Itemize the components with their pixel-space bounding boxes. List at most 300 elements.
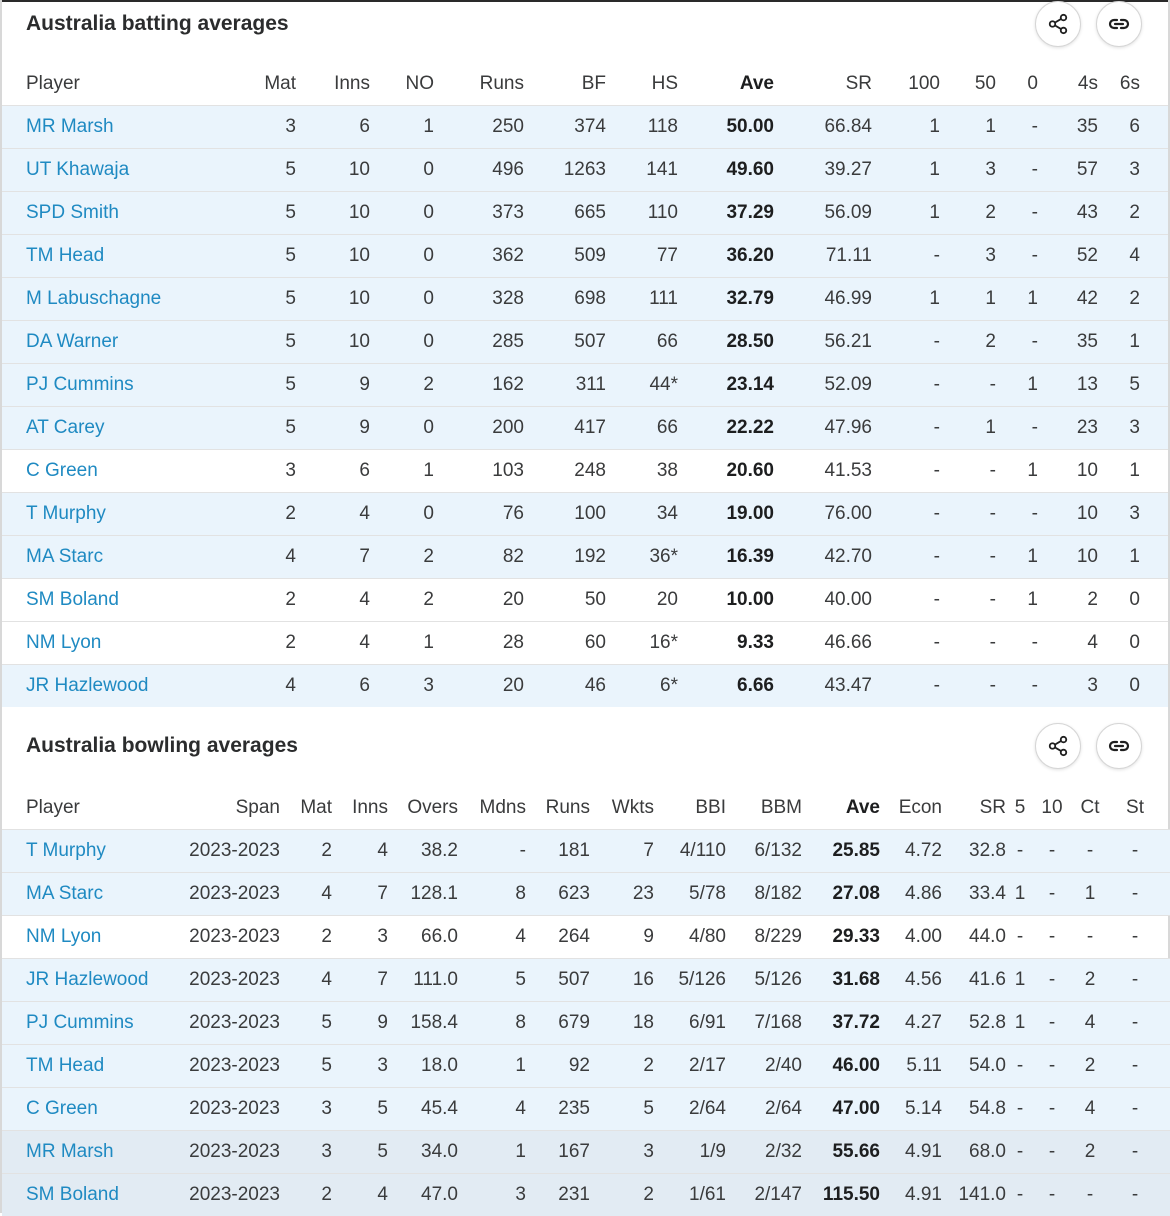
- bowling-cell-5: -: [1006, 1088, 1034, 1131]
- batting-table-row: [2, 192, 1168, 235]
- batting-col-header-bf[interactable]: BF: [524, 63, 606, 106]
- player-link[interactable]: MA Starc: [2, 873, 162, 916]
- bowling-cell-span: 2023-2023: [162, 959, 280, 1002]
- batting-cell-sr: 56.09: [774, 192, 872, 235]
- bowling-col-header-sr[interactable]: SR: [942, 787, 1006, 830]
- bowling-cell-mat: 4: [280, 873, 332, 916]
- player-link[interactable]: PJ Cummins: [2, 364, 232, 407]
- bowling-cell-runs: 264: [526, 916, 590, 959]
- batting-cell-ave: 23.14: [678, 364, 774, 407]
- batting-table-row: [2, 278, 1168, 321]
- batting-cell-bf: 50: [524, 579, 606, 622]
- bowling-cell-bbi: 1/61: [654, 1174, 726, 1216]
- batting-cell-ave: 10.00: [678, 579, 774, 622]
- batting-cell-mat: 4: [232, 665, 296, 708]
- batting-table-row: [2, 364, 1168, 407]
- bowling-cell-bbm: 6/132: [726, 830, 802, 873]
- batting-col-header-0[interactable]: 0: [996, 63, 1038, 106]
- bowling-cell-overs: 47.0: [388, 1174, 458, 1216]
- batting-cell-inns: 4: [296, 493, 370, 536]
- bowling-col-header-runs[interactable]: Runs: [526, 787, 590, 830]
- player-link[interactable]: SPD Smith: [2, 192, 232, 235]
- bowling-cell-span: 2023-2023: [162, 1002, 280, 1045]
- player-link[interactable]: MA Starc: [2, 536, 232, 579]
- bowling-cell-wkts: 9: [590, 916, 654, 959]
- bowling-col-header-wkts[interactable]: Wkts: [590, 787, 654, 830]
- bowling-cell-bbi: 5/126: [654, 959, 726, 1002]
- batting-cell-hs: 111: [606, 278, 678, 321]
- batting-col-header-ave[interactable]: Ave: [678, 63, 774, 106]
- batting-cell-inns: 10: [296, 278, 370, 321]
- player-link[interactable]: DA Warner: [2, 321, 232, 364]
- bowling-cell-mdns: 3: [458, 1174, 526, 1216]
- player-link[interactable]: TM Head: [2, 235, 232, 278]
- bowling-cell-wkts: 5: [590, 1088, 654, 1131]
- bowling-col-header-10[interactable]: 10: [1034, 787, 1070, 830]
- bowling-cell-5: -: [1006, 830, 1034, 873]
- bowling-cell-span: 2023-2023: [162, 1088, 280, 1131]
- batting-cell-50: -: [940, 450, 996, 493]
- player-link[interactable]: JR Hazlewood: [2, 959, 162, 1002]
- bowling-cell-overs: 66.0: [388, 916, 458, 959]
- batting-cell-hs: 77: [606, 235, 678, 278]
- batting-cell-runs: 76: [434, 493, 524, 536]
- bowling-cell-mat: 5: [280, 1045, 332, 1088]
- batting-cell-no: 0: [370, 235, 434, 278]
- bowling-cell-overs: 111.0: [388, 959, 458, 1002]
- batting-cell-inns: 6: [296, 665, 370, 708]
- bowling-cell-mat: 2: [280, 1174, 332, 1216]
- batting-cell-0: -: [996, 665, 1038, 708]
- batting-col-header-inns[interactable]: Inns: [296, 63, 370, 106]
- bowling-cell-st: -: [1110, 916, 1170, 959]
- batting-cell-100: 1: [872, 192, 940, 235]
- batting-cell-bf: 311: [524, 364, 606, 407]
- batting-cell-0: -: [996, 321, 1038, 364]
- bowling-cell-sr: 52.8: [942, 1002, 1006, 1045]
- batting-cell-bf: 417: [524, 407, 606, 450]
- bowling-cell-10: -: [1034, 1045, 1070, 1088]
- batting-cell-100: -: [872, 493, 940, 536]
- bowling-table-row: [2, 1088, 1170, 1131]
- batting-cell-4s: 4: [1038, 622, 1098, 665]
- batting-cell-ave: 6.66: [678, 665, 774, 708]
- batting-cell-50: -: [940, 364, 996, 407]
- batting-cell-50: 3: [940, 235, 996, 278]
- batting-cell-6s: 2: [1098, 192, 1168, 235]
- batting-cell-100: -: [872, 536, 940, 579]
- bowling-cell-bbm: 8/229: [726, 916, 802, 959]
- bowling-section: [2, 705, 1168, 1213]
- player-link[interactable]: JR Hazlewood: [2, 665, 232, 708]
- bowling-col-header-player[interactable]: Player: [2, 787, 162, 830]
- bowling-cell-inns: 3: [332, 1045, 388, 1088]
- bowling-cell-bbm: 2/32: [726, 1131, 802, 1174]
- bowling-cell-overs: 34.0: [388, 1131, 458, 1174]
- batting-cell-bf: 698: [524, 278, 606, 321]
- bowling-table-row: [2, 1131, 1170, 1174]
- bowling-table-row: [2, 1174, 1170, 1216]
- batting-cell-no: 0: [370, 321, 434, 364]
- batting-cell-inns: 4: [296, 622, 370, 665]
- bowling-table-row: [2, 830, 1170, 873]
- batting-cell-hs: 38: [606, 450, 678, 493]
- batting-cell-runs: 162: [434, 364, 524, 407]
- bowling-cell-overs: 158.4: [388, 1002, 458, 1045]
- batting-col-header-hs[interactable]: HS: [606, 63, 678, 106]
- batting-cell-sr: 52.09: [774, 364, 872, 407]
- bowling-cell-mdns: 1: [458, 1045, 526, 1088]
- batting-cell-100: 1: [872, 278, 940, 321]
- bowling-col-header-overs[interactable]: Overs: [388, 787, 458, 830]
- bowling-cell-inns: 3: [332, 916, 388, 959]
- bowling-title: Australia bowling averages: [26, 734, 298, 758]
- bowling-col-header-span[interactable]: Span: [162, 787, 280, 830]
- batting-col-header-50[interactable]: 50: [940, 63, 996, 106]
- batting-cell-inns: 10: [296, 149, 370, 192]
- batting-cell-ave: 49.60: [678, 149, 774, 192]
- batting-table-row: [2, 235, 1168, 278]
- batting-cell-50: 1: [940, 106, 996, 149]
- batting-cell-mat: 5: [232, 321, 296, 364]
- batting-cell-mat: 2: [232, 622, 296, 665]
- batting-cell-6s: 3: [1098, 149, 1168, 192]
- batting-cell-ave: 36.20: [678, 235, 774, 278]
- bowling-cell-mdns: -: [458, 830, 526, 873]
- batting-cell-runs: 373: [434, 192, 524, 235]
- batting-cell-no: 3: [370, 665, 434, 708]
- bowling-cell-span: 2023-2023: [162, 1131, 280, 1174]
- player-link[interactable]: M Labuschagne: [2, 278, 232, 321]
- bowling-cell-st: -: [1110, 1002, 1170, 1045]
- batting-share-button[interactable]: [1035, 1, 1081, 47]
- bowling-cell-ave: 29.33: [802, 916, 880, 959]
- bowling-cell-overs: 128.1: [388, 873, 458, 916]
- batting-cell-0: 1: [996, 364, 1038, 407]
- bowling-table-row: [2, 873, 1170, 916]
- batting-cell-4s: 2: [1038, 579, 1098, 622]
- batting-cell-bf: 507: [524, 321, 606, 364]
- batting-col-header-mat[interactable]: Mat: [232, 63, 296, 106]
- batting-cell-50: 2: [940, 321, 996, 364]
- batting-table-row: [2, 450, 1168, 493]
- batting-cell-100: -: [872, 321, 940, 364]
- batting-cell-sr: 56.21: [774, 321, 872, 364]
- bowling-cell-runs: 623: [526, 873, 590, 916]
- batting-cell-bf: 100: [524, 493, 606, 536]
- batting-cell-no: 1: [370, 450, 434, 493]
- bowling-cell-inns: 5: [332, 1131, 388, 1174]
- batting-cell-runs: 20: [434, 665, 524, 708]
- bowling-cell-sr: 68.0: [942, 1131, 1006, 1174]
- batting-cell-50: 2: [940, 192, 996, 235]
- player-link[interactable]: NM Lyon: [2, 916, 162, 959]
- batting-cell-50: 3: [940, 149, 996, 192]
- batting-cell-hs: 118: [606, 106, 678, 149]
- bowling-cell-inns: 5: [332, 1088, 388, 1131]
- bowling-link-button[interactable]: [1096, 723, 1142, 769]
- bowling-cell-5: 1: [1006, 959, 1034, 1002]
- batting-cell-mat: 5: [232, 364, 296, 407]
- batting-cell-6s: 4: [1098, 235, 1168, 278]
- batting-cell-ave: 16.39: [678, 536, 774, 579]
- bowling-cell-wkts: 3: [590, 1131, 654, 1174]
- batting-col-header-sr[interactable]: SR: [774, 63, 872, 106]
- bowling-cell-ct: 1: [1070, 873, 1110, 916]
- batting-cell-100: -: [872, 622, 940, 665]
- bowling-cell-inns: 7: [332, 959, 388, 1002]
- bowling-cell-st: -: [1110, 1088, 1170, 1131]
- bowling-cell-bbi: 6/91: [654, 1002, 726, 1045]
- bowling-cell-10: -: [1034, 1002, 1070, 1045]
- bowling-cell-bbi: 1/9: [654, 1131, 726, 1174]
- bowling-cell-runs: 231: [526, 1174, 590, 1216]
- player-link[interactable]: MR Marsh: [2, 1131, 162, 1174]
- share-icon: [1047, 13, 1069, 35]
- batting-cell-6s: 0: [1098, 579, 1168, 622]
- batting-cell-6s: 5: [1098, 364, 1168, 407]
- bowling-cell-bbm: 8/182: [726, 873, 802, 916]
- batting-cell-4s: 57: [1038, 149, 1098, 192]
- bowling-cell-5: -: [1006, 916, 1034, 959]
- player-link[interactable]: SM Boland: [2, 579, 232, 622]
- batting-cell-6s: 3: [1098, 407, 1168, 450]
- bowling-cell-ave: 31.68: [802, 959, 880, 1002]
- batting-cell-100: -: [872, 665, 940, 708]
- bowling-cell-st: -: [1110, 1174, 1170, 1216]
- batting-col-header-runs[interactable]: Runs: [434, 63, 524, 106]
- player-link[interactable]: T Murphy: [2, 493, 232, 536]
- batting-cell-0: 1: [996, 536, 1038, 579]
- bowling-cell-mdns: 8: [458, 873, 526, 916]
- bowling-cell-econ: 4.72: [880, 830, 942, 873]
- batting-col-header-player[interactable]: Player: [2, 63, 232, 106]
- bowling-cell-mdns: 8: [458, 1002, 526, 1045]
- batting-cell-4s: 3: [1038, 665, 1098, 708]
- batting-table-row: [2, 536, 1168, 579]
- batting-cell-6s: 0: [1098, 622, 1168, 665]
- batting-cell-6s: 0: [1098, 665, 1168, 708]
- bowling-col-header-mdns[interactable]: Mdns: [458, 787, 526, 830]
- player-link[interactable]: AT Carey: [2, 407, 232, 450]
- bowling-cell-wkts: 18: [590, 1002, 654, 1045]
- bowling-cell-inns: 9: [332, 1002, 388, 1045]
- bowling-cell-10: -: [1034, 916, 1070, 959]
- bowling-cell-mat: 3: [280, 1088, 332, 1131]
- bowling-cell-econ: 4.86: [880, 873, 942, 916]
- player-link[interactable]: MR Marsh: [2, 106, 232, 149]
- batting-cell-bf: 374: [524, 106, 606, 149]
- bowling-cell-st: -: [1110, 1131, 1170, 1174]
- bowling-cell-mat: 5: [280, 1002, 332, 1045]
- batting-cell-ave: 22.22: [678, 407, 774, 450]
- batting-cell-0: 1: [996, 450, 1038, 493]
- batting-cell-inns: 10: [296, 321, 370, 364]
- batting-cell-ave: 50.00: [678, 106, 774, 149]
- player-link[interactable]: UT Khawaja: [2, 149, 232, 192]
- bowling-cell-sr: 54.0: [942, 1045, 1006, 1088]
- bowling-table-row: [2, 1045, 1170, 1088]
- bowling-col-header-st[interactable]: St: [1110, 787, 1170, 830]
- player-link[interactable]: NM Lyon: [2, 622, 232, 665]
- bowling-col-header-5[interactable]: 5: [1006, 787, 1034, 830]
- player-link[interactable]: C Green: [2, 1088, 162, 1131]
- batting-cell-hs: 66: [606, 321, 678, 364]
- bowling-cell-mdns: 1: [458, 1131, 526, 1174]
- player-link[interactable]: PJ Cummins: [2, 1002, 162, 1045]
- batting-cell-50: -: [940, 579, 996, 622]
- bowling-cell-mat: 2: [280, 830, 332, 873]
- bowling-col-header-mat[interactable]: Mat: [280, 787, 332, 830]
- bowling-cell-sr: 41.6: [942, 959, 1006, 1002]
- batting-col-header-no[interactable]: NO: [370, 63, 434, 106]
- bowling-cell-runs: 167: [526, 1131, 590, 1174]
- share-icon: [1047, 735, 1069, 757]
- player-link[interactable]: TM Head: [2, 1045, 162, 1088]
- bowling-cell-ct: 4: [1070, 1002, 1110, 1045]
- batting-cell-mat: 5: [232, 192, 296, 235]
- batting-cell-no: 1: [370, 622, 434, 665]
- batting-cell-6s: 1: [1098, 321, 1168, 364]
- bowling-cell-10: -: [1034, 873, 1070, 916]
- batting-cell-inns: 10: [296, 235, 370, 278]
- bowling-cell-inns: 7: [332, 873, 388, 916]
- bowling-cell-mdns: 4: [458, 916, 526, 959]
- bowling-cell-wkts: 16: [590, 959, 654, 1002]
- batting-cell-runs: 496: [434, 149, 524, 192]
- bowling-col-header-econ[interactable]: Econ: [880, 787, 942, 830]
- batting-cell-bf: 60: [524, 622, 606, 665]
- batting-cell-hs: 6*: [606, 665, 678, 708]
- bowling-col-header-ct[interactable]: Ct: [1070, 787, 1110, 830]
- bowling-cell-wkts: 2: [590, 1045, 654, 1088]
- batting-cell-no: 2: [370, 579, 434, 622]
- batting-table-row: [2, 622, 1168, 665]
- batting-link-button[interactable]: [1096, 1, 1142, 47]
- bowling-cell-econ: 4.27: [880, 1002, 942, 1045]
- player-link[interactable]: SM Boland: [2, 1174, 162, 1216]
- bowling-cell-econ: 4.56: [880, 959, 942, 1002]
- batting-cell-hs: 20: [606, 579, 678, 622]
- batting-cell-50: -: [940, 622, 996, 665]
- batting-cell-inns: 10: [296, 192, 370, 235]
- batting-cell-sr: 47.96: [774, 407, 872, 450]
- batting-cell-6s: 2: [1098, 278, 1168, 321]
- bowling-cell-sr: 33.4: [942, 873, 1006, 916]
- batting-cell-no: 0: [370, 407, 434, 450]
- batting-col-header-6s[interactable]: 6s: [1098, 63, 1168, 106]
- bowling-cell-ave: 46.00: [802, 1045, 880, 1088]
- bowling-cell-span: 2023-2023: [162, 1045, 280, 1088]
- batting-cell-inns: 9: [296, 364, 370, 407]
- batting-cell-0: 1: [996, 579, 1038, 622]
- bowling-cell-st: -: [1110, 959, 1170, 1002]
- batting-cell-sr: 46.66: [774, 622, 872, 665]
- batting-cell-runs: 20: [434, 579, 524, 622]
- batting-cell-100: 1: [872, 106, 940, 149]
- batting-cell-100: -: [872, 235, 940, 278]
- bowling-cell-wkts: 7: [590, 830, 654, 873]
- bowling-cell-econ: 5.11: [880, 1045, 942, 1088]
- batting-cell-runs: 250: [434, 106, 524, 149]
- batting-cell-mat: 5: [232, 407, 296, 450]
- batting-cell-inns: 7: [296, 536, 370, 579]
- batting-cell-no: 1: [370, 106, 434, 149]
- bowling-table: [2, 787, 1170, 1216]
- batting-cell-inns: 9: [296, 407, 370, 450]
- batting-table-row: [2, 321, 1168, 364]
- bowling-cell-ct: 2: [1070, 959, 1110, 1002]
- batting-cell-0: -: [996, 235, 1038, 278]
- batting-cell-hs: 34: [606, 493, 678, 536]
- batting-cell-mat: 2: [232, 493, 296, 536]
- batting-cell-hs: 66: [606, 407, 678, 450]
- batting-cell-inns: 4: [296, 579, 370, 622]
- bowling-col-header-inns[interactable]: Inns: [332, 787, 388, 830]
- bowling-col-header-bbi[interactable]: BBI: [654, 787, 726, 830]
- batting-col-header-100[interactable]: 100: [872, 63, 940, 106]
- batting-cell-4s: 13: [1038, 364, 1098, 407]
- batting-cell-0: -: [996, 149, 1038, 192]
- bowling-col-header-bbm[interactable]: BBM: [726, 787, 802, 830]
- bowling-share-button[interactable]: [1035, 723, 1081, 769]
- batting-cell-sr: 41.53: [774, 450, 872, 493]
- player-link[interactable]: T Murphy: [2, 830, 162, 873]
- batting-cell-mat: 3: [232, 106, 296, 149]
- batting-cell-0: -: [996, 622, 1038, 665]
- batting-cell-100: -: [872, 364, 940, 407]
- batting-cell-runs: 82: [434, 536, 524, 579]
- batting-cell-no: 2: [370, 364, 434, 407]
- batting-cell-6s: 1: [1098, 450, 1168, 493]
- batting-cell-no: 0: [370, 192, 434, 235]
- batting-cell-ave: 9.33: [678, 622, 774, 665]
- bowling-cell-ct: 2: [1070, 1045, 1110, 1088]
- bowling-cell-5: -: [1006, 1131, 1034, 1174]
- batting-cell-sr: 40.00: [774, 579, 872, 622]
- bowling-cell-span: 2023-2023: [162, 916, 280, 959]
- bowling-col-header-ave[interactable]: Ave: [802, 787, 880, 830]
- batting-cell-sr: 46.99: [774, 278, 872, 321]
- batting-cell-0: -: [996, 407, 1038, 450]
- batting-cell-0: -: [996, 192, 1038, 235]
- batting-cell-mat: 2: [232, 579, 296, 622]
- batting-cell-mat: 3: [232, 450, 296, 493]
- batting-col-header-4s[interactable]: 4s: [1038, 63, 1098, 106]
- batting-cell-runs: 200: [434, 407, 524, 450]
- batting-cell-no: 2: [370, 536, 434, 579]
- bowling-cell-mdns: 4: [458, 1088, 526, 1131]
- bowling-cell-10: -: [1034, 1174, 1070, 1216]
- batting-cell-100: 1: [872, 149, 940, 192]
- bowling-cell-ct: 2: [1070, 1131, 1110, 1174]
- bowling-cell-inns: 4: [332, 1174, 388, 1216]
- batting-cell-100: -: [872, 450, 940, 493]
- player-link[interactable]: C Green: [2, 450, 232, 493]
- batting-cell-hs: 36*: [606, 536, 678, 579]
- batting-table: [2, 63, 1168, 707]
- bowling-cell-span: 2023-2023: [162, 873, 280, 916]
- batting-cell-runs: 103: [434, 450, 524, 493]
- bowling-table-row: [2, 916, 1170, 959]
- bowling-cell-overs: 45.4: [388, 1088, 458, 1131]
- batting-cell-4s: 10: [1038, 536, 1098, 579]
- batting-cell-mat: 5: [232, 149, 296, 192]
- bowling-cell-span: 2023-2023: [162, 830, 280, 873]
- batting-cell-hs: 44*: [606, 364, 678, 407]
- bowling-cell-st: -: [1110, 873, 1170, 916]
- bowling-cell-10: -: [1034, 959, 1070, 1002]
